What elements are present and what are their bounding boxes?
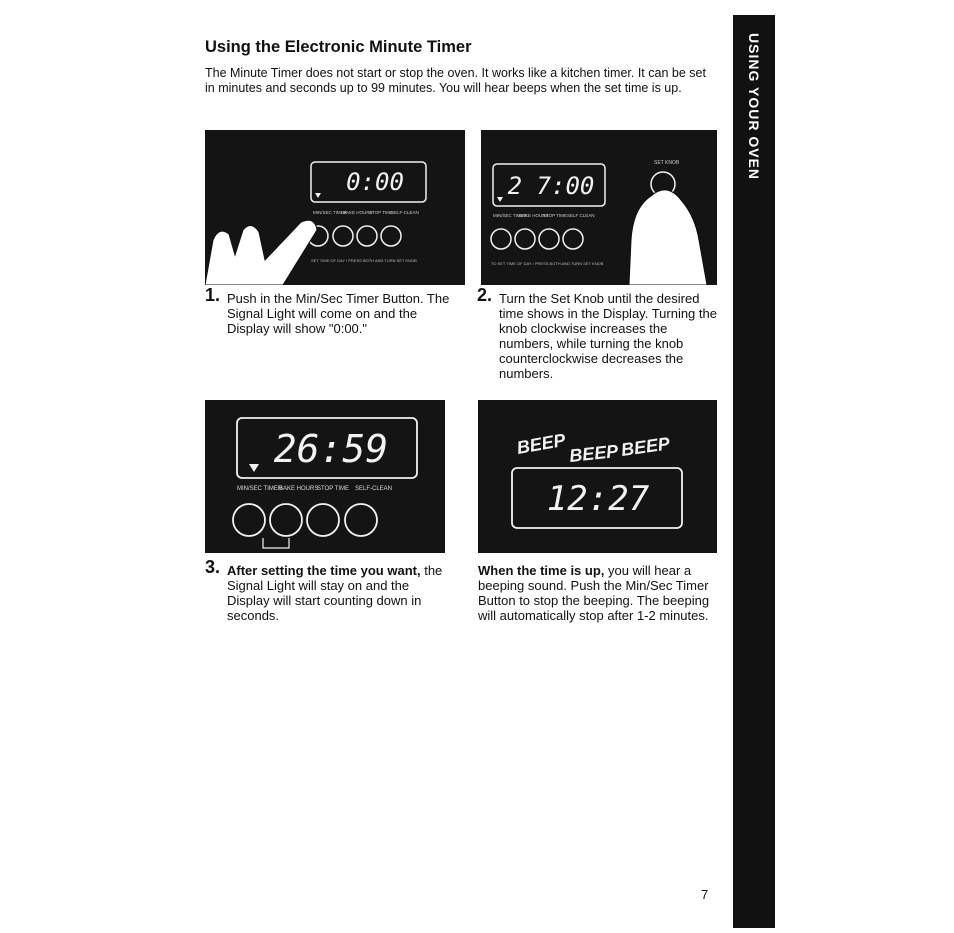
bake-hours-button [515, 229, 535, 249]
step-time-up [478, 563, 723, 623]
intro-paragraph: The Minute Timer does not start or stop the oven. It works like a kitchen timer. It can be set in minutes and seconds up to 99 minutes. You will hear beeps when the set time is up. [205, 66, 706, 95]
hand-turning-knob-illustration [629, 190, 707, 285]
self-clean-button [563, 229, 583, 249]
button-pair-bracket [263, 538, 289, 548]
button-label-4: SELF CLEAN [567, 213, 595, 218]
button-label-1: MIN/SEC TIMER [237, 486, 283, 492]
stop-time-button [357, 226, 377, 246]
panel-1-illustration [205, 130, 465, 285]
button-label-2: BAKE HOURS [519, 213, 549, 218]
self-clean-button [345, 504, 377, 536]
panel-3-drawing [205, 400, 445, 553]
button-label-3: STOP TIME [543, 213, 568, 218]
set-knob-label: SET KNOB [654, 160, 680, 166]
button-label-3: STOP TIME [369, 210, 394, 215]
step-3-text: the Signal Light will stay on and the Display will start counting down in seconds. [227, 563, 443, 623]
min-sec-timer-button [491, 229, 511, 249]
signal-light-icon [249, 464, 259, 472]
panel-2-illustration [481, 130, 717, 285]
step-1 [205, 285, 452, 336]
page-heading: Using the Electronic Minute Timer [205, 38, 472, 56]
step-3-number: 3. [205, 557, 221, 577]
panel-4-illustration [478, 400, 717, 553]
beep-text-1: BEEP [515, 429, 567, 458]
stop-time-button [307, 504, 339, 536]
step-1-number: 1. [205, 285, 221, 305]
bake-hours-button [270, 504, 302, 536]
button-label-3: STOP TIME [317, 486, 350, 492]
page-number: 7 [701, 887, 709, 902]
bake-hours-button [333, 226, 353, 246]
panel-footnote: SET TIME OF DAY / PRESS BOTH AND TURN SET KNOB [311, 258, 417, 263]
beep-text-2: BEEP [568, 440, 620, 466]
beep-text-3: BEEP [619, 433, 672, 460]
signal-light-icon [315, 193, 321, 198]
panel-3-illustration [205, 400, 445, 553]
panel-4-drawing [478, 400, 717, 553]
step-1-text: Push in the Min/Sec Timer Button. The Signal Light will come on and the Display will show "0:00." [227, 291, 450, 336]
button-label-2: BAKE HOURS [279, 486, 319, 492]
panel-2-drawing [481, 130, 717, 285]
button-label-2: BAKE HOURS [343, 210, 373, 215]
signal-light-icon [497, 197, 503, 202]
display-readout: 12:27 [546, 479, 650, 519]
display-readout: 26:59 [273, 427, 389, 471]
step-3-lead: After setting the time you want, [227, 563, 421, 578]
button-label-1: MIN/SEC TIMER [313, 210, 347, 215]
display-readout: 2 7:00 [507, 172, 595, 200]
display-readout: 0:00 [346, 168, 404, 196]
finger-hand-illustration [205, 220, 317, 285]
step-2 [477, 285, 724, 381]
stop-time-button [539, 229, 559, 249]
min-sec-timer-button [233, 504, 265, 536]
panel-1-drawing [205, 130, 465, 285]
step-time-up-lead: When the time is up, [478, 563, 605, 578]
step-2-text: Turn the Set Knob until the desired time shows in the Display. Turning the knob clockwise increases the numbers, while turning the knob counterclockwise decreases the numbers. [499, 291, 717, 381]
section-side-tab [733, 15, 775, 928]
section-side-tab-label: USING YOUR OVEN [746, 33, 762, 180]
button-label-1: MIN/SEC TIMER [493, 213, 527, 218]
step-3 [205, 557, 449, 623]
self-clean-button [381, 226, 401, 246]
button-label-4: SELF-CLEAN [355, 486, 393, 492]
step-time-up-text: you will hear a beeping sound. Push the Min/Sec Timer Button to stop the beeping. The beeping will automatically stop after 1-2 minutes. [478, 563, 710, 623]
panel-footnote: TO SET TIME OF DAY / PRESS BOTH AND TURN SET KNOB [491, 261, 604, 266]
step-2-number: 2. [477, 285, 493, 305]
button-label-4: SELF-CLEAN [391, 210, 419, 215]
